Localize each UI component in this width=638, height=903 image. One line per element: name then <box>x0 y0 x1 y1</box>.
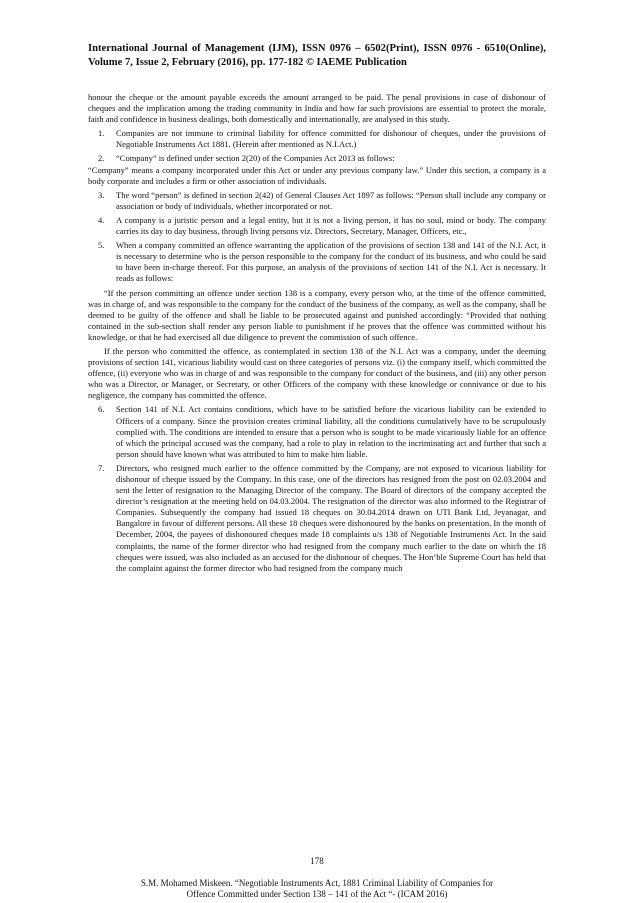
list-number: 2. <box>98 153 105 164</box>
list-number: 7. <box>98 462 105 473</box>
list-number: 1. <box>98 128 105 139</box>
list-number: 6. <box>98 404 105 415</box>
list-text: The word “person” is defined in section 2(42) of General Clauses Act 1897 as follows: “Person shall include any company or association or body of individuals, whether incorporated or not. <box>116 189 546 211</box>
list-text: “Company” is defined under section 2(20) of the Companies Act 2013 as follows: <box>116 153 395 164</box>
page-number: 178 <box>310 856 324 866</box>
list-item <box>88 128 546 150</box>
list-number: 5. <box>98 240 105 251</box>
intro-paragraph: honour the cheque or the amount payable exceeds the amount arranged to be paid. The penal provisions in case of dishonour of cheques and the implication among the trading community in India and how far such provisions are essential to protect the morale, faith and confidence in business dealings, both domestically and internationally, are analysed in this study. <box>88 92 546 125</box>
list-number: 3. <box>98 189 105 200</box>
journal-header: International Journal of Management (IJM), ISSN 0976 – 6502(Print), ISSN 0976 - 6510(Online), Volume 7, Issue 2, February (2016), pp. 177-182 © IAEME Publication <box>88 43 546 68</box>
document-body <box>88 92 546 574</box>
list-item <box>88 215 546 237</box>
list-number: 4. <box>98 214 105 225</box>
footer-line-1: S.M. Mohamed Miskeen. “Negotiable Instruments Act, 1881 Criminal Liability of Companies for <box>140 878 494 888</box>
company-definition: “Company” means a company incorporated under this Act or under any previous company law.” Under this section, a company is a body corporate and includes a firm or other association of individuals. <box>88 164 546 186</box>
list-item <box>88 153 546 164</box>
list-item <box>88 240 546 284</box>
list-text: When a company committed an offence warranting the application of the provisions of section 138 and 141 of the N.I. Act, it is necessary to determine who is the person responsible to the company for the conduct of its business, and who could be said to have been in-charge thereof. For this purpose, an analysis of the provisions of section 141 of the N.I. Act is necessary. It reads as follows: <box>116 240 546 284</box>
footer-line-2: Offence Committed under Section 138 – 141 of the Act “- (ICAM 2016) <box>186 889 448 899</box>
list-item <box>88 404 546 459</box>
list-item <box>88 190 546 212</box>
list-item <box>88 463 546 574</box>
section-141-quote: “If the person committing an offence under section 138 is a company, every person who, at the time of the offence committed, was in charge of, and was responsible to the company for the conduct of the business of the company, as well as the company, shall be deemed to be guilty of the offence and shall be liable to be prosecuted against and punished accordingly: “Provided that nothing contained in the sub-section shall render any person liable to punishment if he proves that the offence was committed without his knowledge, or that he had exercised all due diligence to prevent the commission of such offence. <box>88 287 546 342</box>
vicarious-liability-paragraph: If the person who committed the offence, as contemplated in section 138 of the N.I. Act was a company, under the deeming provisions of section 141, vicarious liability would cast on three categories of persons viz. (i) the company itself, which committed the offence, (ii) everyone who was in charge of and was responsible to the company for conduct of the business, and (iii) any other person who was a Director, or Manager, or Secretary, or other Officers of the company with these knowledge or connivance or due to his negligence, the company has committed the offence. <box>88 345 546 401</box>
citation-footer <box>68 878 566 900</box>
list-text: Section 141 of N.I. Act contains conditions, which have to be satisfied before the vicarious liability can be extended to Officers of a company. Since the provision creates criminal liability, all the conditions cumulatively have to be scrupulously complied with. The conditions are intended to ensure that a person who is sought to be made vicariously liable for an offence of which the principal accused was the company, had a role to play in relation to the incriminating act and further that such a person should have known what was attributed to him to make him liable. <box>116 404 546 459</box>
list-text: Companies are not immune to criminal liability for offence committed for dishonour of cheques, under the provisions of Negotiable Instruments Act 1881. (Herein after mentioned as N.I.Act.) <box>116 128 546 150</box>
list-text: A company is a juristic person and a legal entity, but it is not a living person, it has no soul, mind or body. The company carries its day to day business, through living persons viz. Directors, Secretary, Manager, Officers, etc., <box>116 214 546 237</box>
list-text: Directors, who resigned much earlier to the offence committed by the Company, are not exposed to vicarious liability for dishonour of cheque issued by the Company. In this case, one of the directors has resigned from the post on 02.03.2004 and sent the letter of resignation to the Managing Director of the company. The Board of directors of the company accepted the director’s resignation at the meeting held on 04.03.2004. The resignation of the director was also informed to the Registrar of Companies. Subsequently the company had issued 18 cheques on 30.04.2014 drawn on UTI Bank Ltd, Jeyanagar, and Bangalore in favour of different persons. All these 18 cheques were dishonoured by the banks on presentation. In the month of December, 2004, the payees of dishonoured cheques made 18 complaints u/s 138 of Negotiable Instruments Act. In the said complaints, the name of the former director who had resigned from the company much earlier to the date on which the 18 cheques were issued, was also included as an accused for the dishonour of cheques. The Hon’ble Supreme Court has held that the complaint against the former director who had resigned from the company much <box>116 462 546 573</box>
